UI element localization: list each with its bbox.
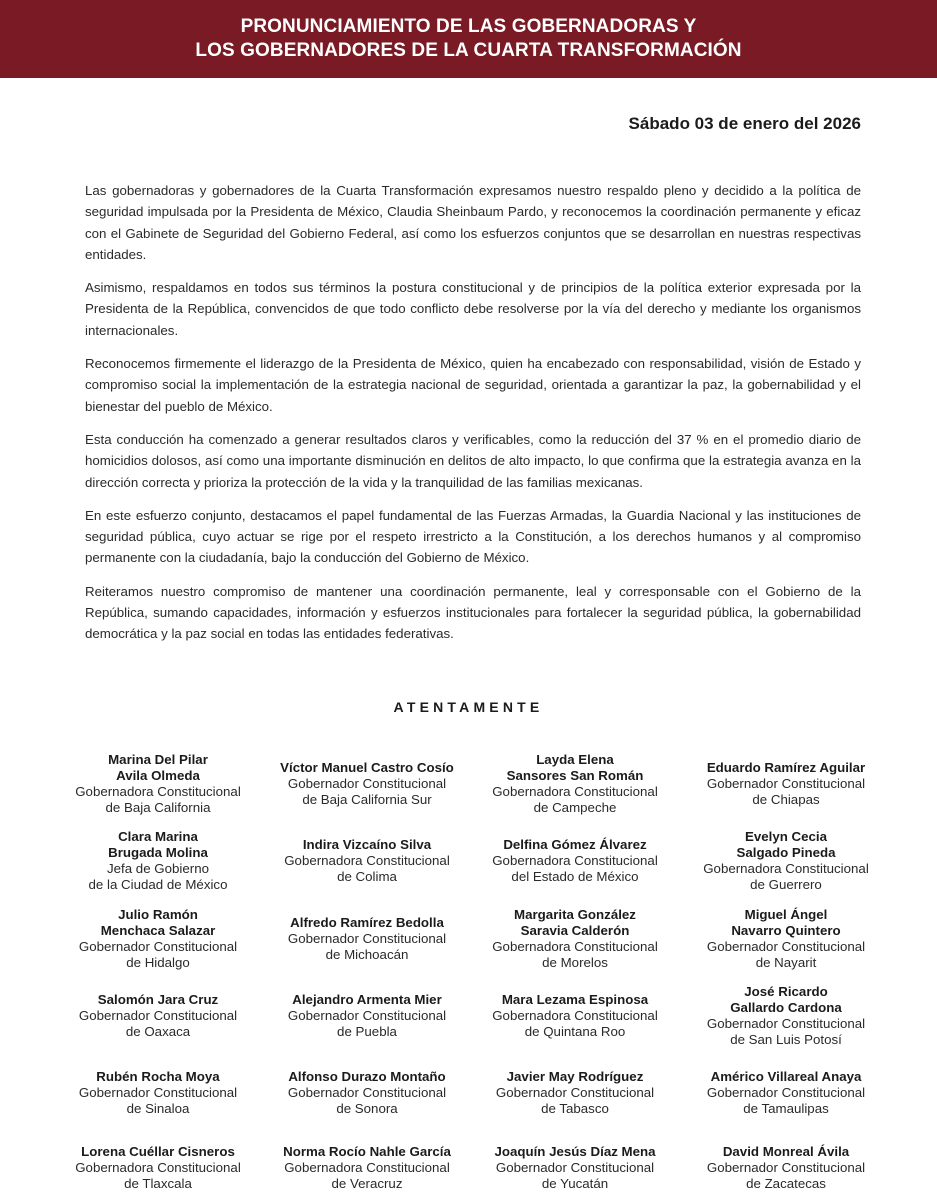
signatory-block [257,760,477,808]
signatory-block [465,752,685,816]
signatory-title: Gobernadora Constitucional [492,1008,658,1023]
signatory-block [48,752,268,816]
signatory-title: de Tlaxcala [124,1176,192,1191]
signatory-name: Norma Rocío Nahle García [283,1144,451,1159]
signatory-block [465,992,685,1040]
document-header [0,0,937,78]
signatory-title: de Zacatecas [746,1176,826,1191]
signatory-name: Sansores San Román [506,768,644,783]
signatory-title: Gobernadora Constitucional [703,861,869,876]
signatory-name: Alejandro Armenta Mier [292,992,442,1007]
statement-body [85,180,861,657]
signatory-name: Alfredo Ramírez Bedolla [290,915,444,930]
signatory-name: Lorena Cuéllar Cisneros [81,1144,235,1159]
signatory-title: Gobernador Constitucional [706,1085,866,1100]
signatory-title: de Yucatán [541,1176,609,1191]
signatory-block [676,829,896,893]
paragraph: Reconocemos firmemente el liderazgo de la Presidenta de México, quien ha encabezado con responsabilidad, visión de Estado y compromiso social la implementación de la estrategia nacional de seguridad, orientada a garantizar la paz, la gobernabilidad y el bienestar del pueblo de México. [85,356,861,414]
signatory-title: de Hidalgo [126,955,190,970]
signatory-title: Gobernador Constitucional [287,1085,447,1100]
signatory-title: de Tabasco [541,1101,609,1116]
signatory-name: David Monreal Ávila [722,1144,850,1159]
signatory-title: Gobernador Constitucional [78,939,238,954]
signatory-name: Navarro Quintero [731,923,841,938]
signatory-block [257,1069,477,1117]
signatory-name: Salomón Jara Cruz [97,992,219,1007]
signatory-name: Indira Vizcaíno Silva [302,837,432,852]
signatory-title: Gobernadora Constitucional [284,853,450,868]
signatory-name: Brugada Molina [108,845,208,860]
paragraph: Esta conducción ha comenzado a generar resultados claros y verificables, como la reducción del 37 % en el promedio diario de homicidios dolosos, así como una importante disminución en delitos de alto impacto, lo que confirma que la estrategia avanza en la dirección correcta y prioriza la protección de la vida y la tranquilidad de las familias mexicanas. [85,431,861,490]
signatory-name: Delfina Gómez Álvarez [503,837,647,852]
signatory-title: Gobernador Constitucional [706,939,866,954]
signatory-block [676,907,896,971]
signatory-title: de Campeche [533,800,617,815]
signatory-name: Joaquín Jesús Díaz Mena [494,1144,656,1159]
signatory-block [257,992,477,1040]
signatory-title: de la Ciudad de México [88,877,228,892]
signatory-name: José Ricardo [744,984,828,999]
closing-heading: ATENTAMENTE [393,699,544,715]
signatory-name: Víctor Manuel Castro Cosío [280,760,454,775]
signatory-title: de Guerrero [750,877,822,892]
document-title-line-1: PRONUNCIAMIENTO DE LAS GOBERNADORAS Y [240,16,697,37]
signatory-name: Evelyn Cecia [744,829,828,844]
paragraph: En este esfuerzo conjunto, destacamos el papel fundamental de las Fuerzas Armadas, la Guardia Nacional y las instituciones de seguridad pública, cuyo actuar se rige por el respeto irrestricto a la Constitución, a los derechos humanos y al compromiso permanente con la ciudadanía, bajo la conducción del Gobierno de México. [85,507,861,566]
signatory-title: de Chiapas [752,792,820,807]
signatory-title: Gobernadora Constitucional [75,784,241,799]
signatory-title: Gobernador Constitucional [495,1085,655,1100]
signatory-title: de Baja California Sur [302,792,432,807]
paragraph: Asimismo, respaldamos en todos sus términos la postura constitucional y de principios de la política exterior expresada por la Presidenta de la República, convencidos de que todo conflicto debe resolverse por la vía del derecho y mediante los organismos internacionales. [85,280,861,338]
signatory-title: Gobernador Constitucional [78,1008,238,1023]
signatory-name: Saravia Calderón [520,923,630,938]
signatory-title: de Quintana Roo [524,1024,626,1039]
signatory-block [465,837,685,885]
signatory-block [257,915,477,963]
paragraph: Reiteramos nuestro compromiso de mantener una coordinación permanente, leal y corresponsable con el Gobierno de la República, sumando capacidades, información y esfuerzos institucionales para fortalecer la seguridad pública, la gobernabilidad democrática y la paz social en todas las entidades federativas. [85,583,861,642]
signatory-name: Julio Ramón [118,907,198,922]
signatory-title: de Veracruz [331,1176,403,1191]
paragraph: Las gobernadoras y gobernadores de la Cuarta Transformación expresamos nuestro respaldo pleno y decidido a la política de seguridad impulsada por la Presidenta de México, Claudia Sheinbaum Pardo, y reconocemos la coordinación permanente y eficaz con el Gabinete de Seguridad del Gobierno Federal, así como los esfuerzos conjuntos que se desarrollan en nuestras respectivas entidades. [85,183,861,262]
signatory-title: de Morelos [542,955,608,970]
signatory-name: Avila Olmeda [116,768,200,783]
signatory-title: Gobernador Constitucional [706,1160,866,1175]
signatory-name: Eduardo Ramírez Aguilar [706,760,866,775]
signatory-block [465,1144,685,1192]
signatory-name: Alfonso Durazo Montaño [288,1069,446,1084]
document-title-line-2: LOS GOBERNADORES DE LA CUARTA TRANSFORMACIÓN [195,40,742,61]
signatory-title: de Puebla [337,1024,397,1039]
signatory-title: Gobernador Constitucional [287,776,447,791]
signatory-title: Gobernador Constitucional [287,1008,447,1023]
signatory-title: Jefa de Gobierno [106,861,209,876]
signatory-title: Gobernadora Constitucional [492,853,658,868]
signatory-block [48,992,268,1040]
signatory-title: de Sonora [336,1101,398,1116]
signatory-block [257,837,477,885]
signatory-block [257,1144,477,1192]
signatory-title: Gobernador Constitucional [287,931,447,946]
signatory-title: Gobernadora Constitucional [284,1160,450,1175]
signatory-title: de Colima [337,869,397,884]
signatory-block [676,984,896,1048]
signatory-title: del Estado de México [511,869,639,884]
signatory-block [48,829,268,893]
signatory-title: de Sinaloa [126,1101,190,1116]
signatory-title: Gobernadora Constitucional [492,784,658,799]
signatory-name: Layda Elena [536,752,614,767]
signatory-name: Miguel Ángel [744,907,828,922]
signatory-title: Gobernador Constitucional [78,1085,238,1100]
signatory-title: Gobernador Constitucional [495,1160,655,1175]
signatory-block [48,1144,268,1192]
signatory-name: Marina Del Pilar [108,752,208,767]
signatory-name: Salgado Pineda [736,845,836,860]
signatory-title: de Tamaulipas [743,1101,829,1116]
signatory-title: de Baja California [105,800,211,815]
signatory-title: de Michoacán [325,947,409,962]
signatory-block [676,1144,896,1192]
signatory-title: Gobernadora Constitucional [75,1160,241,1175]
signatory-block [676,760,896,808]
signatory-block [465,1069,685,1117]
signatory-title: de Nayarit [755,955,817,970]
signatory-name: Mara Lezama Espinosa [501,992,649,1007]
signatory-title: Gobernadora Constitucional [492,939,658,954]
signatory-title: de San Luis Potosí [730,1032,842,1047]
signatory-block [676,1069,896,1117]
signatory-name: Menchaca Salazar [100,923,216,938]
signatory-block [48,907,268,971]
signatory-name: Javier May Rodríguez [506,1069,644,1084]
signatory-name: Gallardo Cardona [730,1000,842,1015]
signatory-name: Clara Marina [118,829,198,844]
signatory-title: Gobernador Constitucional [706,776,866,791]
signatory-title: Gobernador Constitucional [706,1016,866,1031]
signatory-name: Margarita González [514,907,636,922]
signatory-name: Américo Villareal Anaya [710,1069,862,1084]
signatory-title: de Oaxaca [125,1024,191,1039]
signatory-block [465,907,685,971]
signatory-name: Rubén Rocha Moya [96,1069,220,1084]
signatory-block [48,1069,268,1117]
document-date: Sábado 03 de enero del 2026 [628,114,861,133]
